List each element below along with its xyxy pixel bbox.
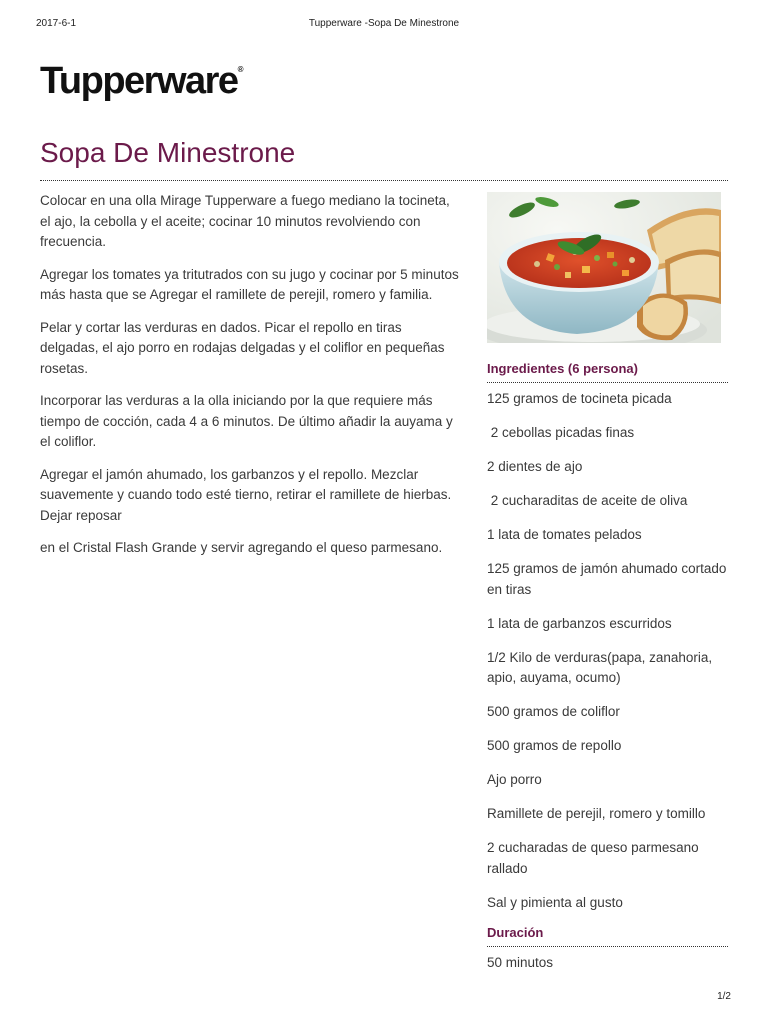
recipe-step: en el Cristal Flash Grande y servir agregando el queso parmesano. (40, 540, 443, 555)
ingredient-item: 500 gramos de repollo (487, 738, 622, 753)
ingredient-item: 125 gramos de tocineta picada (487, 391, 672, 406)
ingredient-item: 500 gramos de coliflor (487, 704, 620, 719)
print-document-title: Tupperware -Sopa De Minestrone (308, 18, 460, 29)
recipe-step: Colocar en una olla Mirage Tupperware a fuego mediano la tocineta, el ajo, la cebolla y el aceite; cocinar 10 minutos revolviendo con frecuencia. (40, 193, 450, 249)
ingredient-item: 1 lata de tomates pelados (487, 527, 642, 542)
ingredient-item: 125 gramos de jamón ahumado cortado en tiras (487, 561, 731, 597)
print-date: 2017-6-1 (36, 18, 77, 29)
ingredient-item: Ramillete de perejil, romero y tomillo (487, 806, 706, 821)
recipe-title: Sopa De Minestrone (40, 137, 296, 168)
ingredients-list (487, 389, 731, 913)
ingredient-item: 2 dientes de ajo (487, 459, 583, 474)
duration-value: 50 minutos (487, 955, 554, 970)
ingredient-item: 2 cebollas picadas finas (487, 425, 635, 440)
recipe-step: Agregar los tomates ya tritutrados con su jugo y cocinar por 5 minutos más hasta que se Agregar el ramillete de perejil, romero y familia. (40, 266, 459, 302)
tupperware-logo (40, 62, 243, 100)
logo-wordmark: Tupperware (40, 60, 238, 102)
recipe-step: Incorporar las verduras a la olla iniciando por la que requiere más tiempo de cocción, cada 4 a 6 minutos. De último añadir la auyama y el coliflor. (40, 393, 453, 449)
recipe-step: Pelar y cortar las verduras en dados. Picar el repollo en tiras delgadas, el ajo porro en rodajas delgadas y el coliflor en pequeñas rosetas. (40, 319, 445, 376)
print-header (36, 18, 732, 32)
ingredient-item: 1/2 Kilo de verduras(papa, zanahoria, apio, auyama, ocumo) (487, 649, 716, 685)
ingredients-heading: Ingredientes (6 persona) (487, 361, 728, 383)
ingredient-item: 2 cucharadas de queso parmesano rallado (487, 840, 703, 876)
soup-illustration (487, 192, 721, 343)
ingredient-item: Ajo porro (487, 772, 542, 787)
recipe-step: Agregar el jamón ahumado, los garbanzos y el repollo. Mezclar suavemente y cuando todo esté tierno, retirar el ramillete de hierbas. Dejar reposar (40, 466, 452, 523)
recipe-sidebar (487, 192, 731, 973)
title-divider (40, 180, 728, 181)
registered-mark: ® (237, 65, 244, 74)
ingredient-item: Sal y pimienta al gusto (487, 894, 623, 910)
ingredient-item: 2 cucharaditas de aceite de oliva (487, 493, 688, 508)
minestrone-soup-photo (487, 192, 721, 343)
duration-heading: Duración (487, 925, 728, 947)
ingredient-item: 1 lata de garbanzos escurridos (487, 615, 672, 631)
page-number: 1/2 (717, 991, 731, 1002)
recipe-steps (40, 191, 460, 571)
